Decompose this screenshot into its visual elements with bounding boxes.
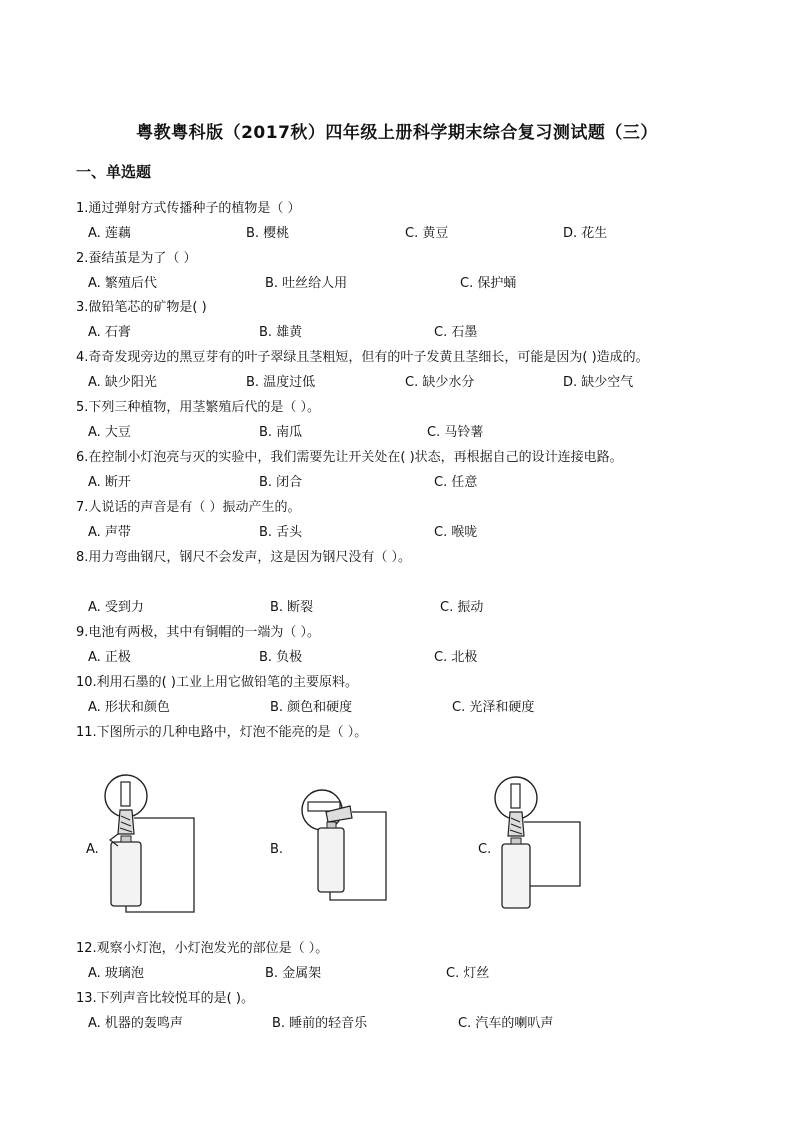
q10-option-b[interactable]: B. 颜色和硬度 xyxy=(270,700,353,715)
q5-option-c[interactable]: C. 马铃薯 xyxy=(427,425,484,440)
q7-option-a[interactable]: A. 声带 xyxy=(88,525,131,540)
question-4: 4.奇奇发现旁边的黑豆芽有的叶子翠绿且茎粗短，但有的叶子发黄且茎细长，可能是因为( )造成的。 xyxy=(76,350,649,365)
question-6: 6.在控制小灯泡亮与灭的实验中，我们需要先让开关处在( )状态，再根据自己的设计连接电路。 xyxy=(76,450,623,465)
q9-option-a[interactable]: A. 正极 xyxy=(88,650,131,665)
q1-option-d[interactable]: D. 花生 xyxy=(563,226,608,241)
q3-option-b[interactable]: B. 雄黄 xyxy=(259,325,303,340)
q2-option-b[interactable]: B. 吐丝给人用 xyxy=(265,276,348,291)
circuit-diagram-b xyxy=(282,788,394,908)
q4-option-c[interactable]: C. 缺少水分 xyxy=(405,375,475,390)
q4-option-a[interactable]: A. 缺少阳光 xyxy=(88,375,157,390)
q9-option-c[interactable]: C. 北极 xyxy=(434,650,478,665)
q11-option-c[interactable]: C. xyxy=(478,842,492,857)
q1-option-c[interactable]: C. 黄豆 xyxy=(405,226,449,241)
question-12: 12.观察小灯泡，小灯泡发光的部位是（ ）。 xyxy=(76,941,329,956)
q13-option-b[interactable]: B. 睡前的轻音乐 xyxy=(272,1016,368,1031)
question-8: 8.用力弯曲钢尺，钢尺不会发声，这是因为钢尺没有（ ）。 xyxy=(76,550,412,565)
page-title: 粤教粤科版（2017秋）四年级上册科学期末综合复习测试题（三） xyxy=(136,123,658,143)
q1-option-b[interactable]: B. 樱桃 xyxy=(246,226,290,241)
q10-option-c[interactable]: C. 光泽和硬度 xyxy=(452,700,535,715)
question-1: 1.通过弹射方式传播种子的植物是（ ） xyxy=(76,201,301,216)
q6-option-b[interactable]: B. 闭合 xyxy=(259,475,303,490)
q11-option-b[interactable]: B. xyxy=(270,842,284,857)
question-11: 11.下图所示的几种电路中，灯泡不能亮的是（ ）。 xyxy=(76,725,368,740)
q3-option-a[interactable]: A. 石膏 xyxy=(88,325,131,340)
q6-option-c[interactable]: C. 任意 xyxy=(434,475,478,490)
q9-option-b[interactable]: B. 负极 xyxy=(259,650,303,665)
q6-option-a[interactable]: A. 断开 xyxy=(88,475,131,490)
circuit-diagram-a xyxy=(98,770,208,920)
q5-option-a[interactable]: A. 大豆 xyxy=(88,425,131,440)
q13-option-c[interactable]: C. 汽车的喇叭声 xyxy=(458,1016,554,1031)
q13-option-a[interactable]: A. 机器的轰鸣声 xyxy=(88,1016,183,1031)
q11-option-a[interactable]: A. xyxy=(86,842,99,857)
q5-option-b[interactable]: B. 南瓜 xyxy=(259,425,303,440)
question-10: 10.利用石墨的( )工业上用它做铅笔的主要原料。 xyxy=(76,675,358,690)
q8-option-a[interactable]: A. 受到力 xyxy=(88,600,144,615)
q2-option-c[interactable]: C. 保护蛹 xyxy=(460,276,517,291)
q4-option-b[interactable]: B. 温度过低 xyxy=(246,375,316,390)
circuit-diagram-c xyxy=(488,774,588,922)
q7-option-c[interactable]: C. 喉咙 xyxy=(434,525,478,540)
q8-option-c[interactable]: C. 振动 xyxy=(440,600,484,615)
question-7: 7.人说话的声音是有（ ）振动产生的。 xyxy=(76,500,301,515)
q1-option-a[interactable]: A. 莲藕 xyxy=(88,226,131,241)
question-5: 5.下列三种植物，用茎繁殖后代的是（ ）。 xyxy=(76,400,321,415)
section-heading: 一、单选题 xyxy=(76,163,152,181)
q2-option-a[interactable]: A. 繁殖后代 xyxy=(88,276,157,291)
q4-option-d[interactable]: D. 缺少空气 xyxy=(563,375,634,390)
q12-option-c[interactable]: C. 灯丝 xyxy=(446,966,490,981)
q8-option-b[interactable]: B. 断裂 xyxy=(270,600,314,615)
q3-option-c[interactable]: C. 石墨 xyxy=(434,325,478,340)
question-13: 13.下列声音比较悦耳的是( )。 xyxy=(76,991,254,1006)
q12-option-b[interactable]: B. 金属架 xyxy=(265,966,322,981)
q12-option-a[interactable]: A. 玻璃泡 xyxy=(88,966,144,981)
question-2: 2.蚕结茧是为了（ ） xyxy=(76,251,197,266)
question-3: 3.做铅笔芯的矿物是( ) xyxy=(76,300,207,315)
q7-option-b[interactable]: B. 舌头 xyxy=(259,525,303,540)
q10-option-a[interactable]: A. 形状和颜色 xyxy=(88,700,170,715)
question-9: 9.电池有两极，其中有铜帽的一端为（ ）。 xyxy=(76,625,321,640)
